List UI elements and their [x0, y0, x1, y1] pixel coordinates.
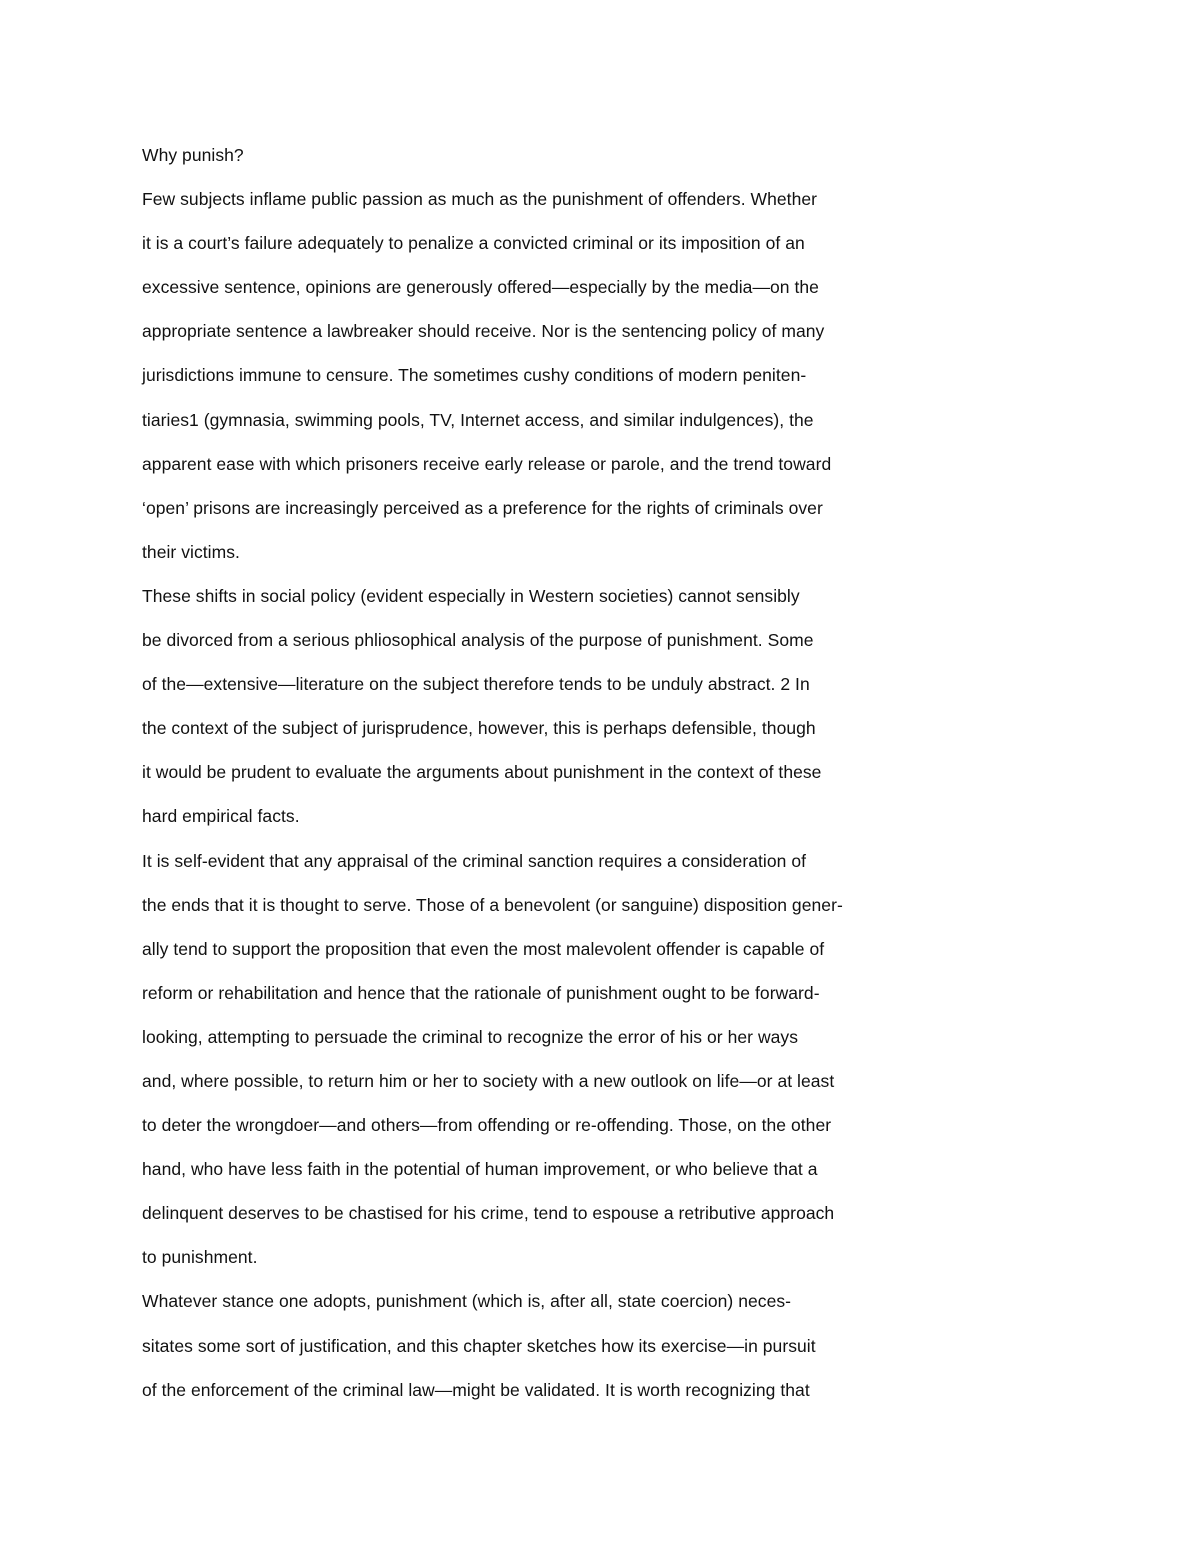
body-line: it is a court’s failure adequately to penalize a convicted criminal or its imposition of an	[142, 233, 805, 254]
body-line: reform or rehabilitation and hence that the rationale of punishment ought to be forward-	[142, 982, 820, 1003]
body-line: delinquent deserves to be chastised for his crime, tend to espouse a retributive approach	[142, 1203, 835, 1224]
body-line: It is self-evident that any appraisal of the criminal sanction requires a consideration of	[142, 850, 807, 871]
body-line: the ends that it is thought to serve. Those of a benevolent (or sanguine) disposition gener-	[142, 894, 843, 915]
body-line: of the enforcement of the criminal law—might be validated. It is worth recognizing that	[142, 1379, 810, 1400]
body-line: of the—extensive—literature on the subject therefore tends to be unduly abstract. 2 In	[142, 674, 810, 695]
body-line: looking, attempting to persuade the criminal to recognize the error of his or her ways	[142, 1026, 799, 1047]
body-line: to deter the wrongdoer—and others—from offending or re-offending. Those, on the other	[142, 1115, 832, 1136]
body-line: Whatever stance one adopts, punishment (which is, after all, state coercion) neces-	[142, 1291, 792, 1312]
body-line: ally tend to support the proposition that even the most malevolent offender is capable of	[142, 938, 825, 959]
body-line: excessive sentence, opinions are generously offered—especially by the media—on the	[142, 277, 819, 298]
body-line: apparent ease with which prisoners receive early release or parole, and the trend toward	[142, 453, 832, 474]
body-line: to punishment.	[142, 1247, 258, 1268]
body-line: Few subjects inflame public passion as much as the punishment of offenders. Whether	[142, 189, 818, 210]
document-body	[142, 140, 942, 1419]
body-line: appropriate sentence a lawbreaker should receive. Nor is the sentencing policy of many	[142, 321, 825, 342]
body-line: and, where possible, to return him or her to society with a new outlook on life—or at least	[142, 1070, 835, 1091]
body-line: jurisdictions immune to censure. The sometimes cushy conditions of modern peniten-	[142, 365, 807, 386]
body-line: hand, who have less faith in the potential of human improvement, or who believe that a	[142, 1159, 818, 1180]
body-line: sitates some sort of justification, and this chapter sketches how its exercise—in pursuit	[142, 1335, 816, 1356]
body-line: their victims.	[142, 541, 240, 562]
body-line: These shifts in social policy (evident especially in Western societies) cannot sensibly	[142, 585, 800, 606]
body-line: the context of the subject of jurisprudence, however, this is perhaps defensible, though	[142, 718, 816, 739]
body-line: tiaries1 (gymnasia, swimming pools, TV, Internet access, and similar indulgences), the	[142, 409, 814, 430]
body-line: hard empirical facts.	[142, 806, 300, 827]
document-title: Why punish?	[142, 145, 244, 165]
body-line: be divorced from a serious phliosophical analysis of the purpose of punishment. Some	[142, 630, 814, 651]
body-line: ‘open’ prisons are increasingly perceived as a preference for the rights of criminals over	[142, 497, 823, 518]
body-line: it would be prudent to evaluate the arguments about punishment in the context of these	[142, 762, 822, 783]
